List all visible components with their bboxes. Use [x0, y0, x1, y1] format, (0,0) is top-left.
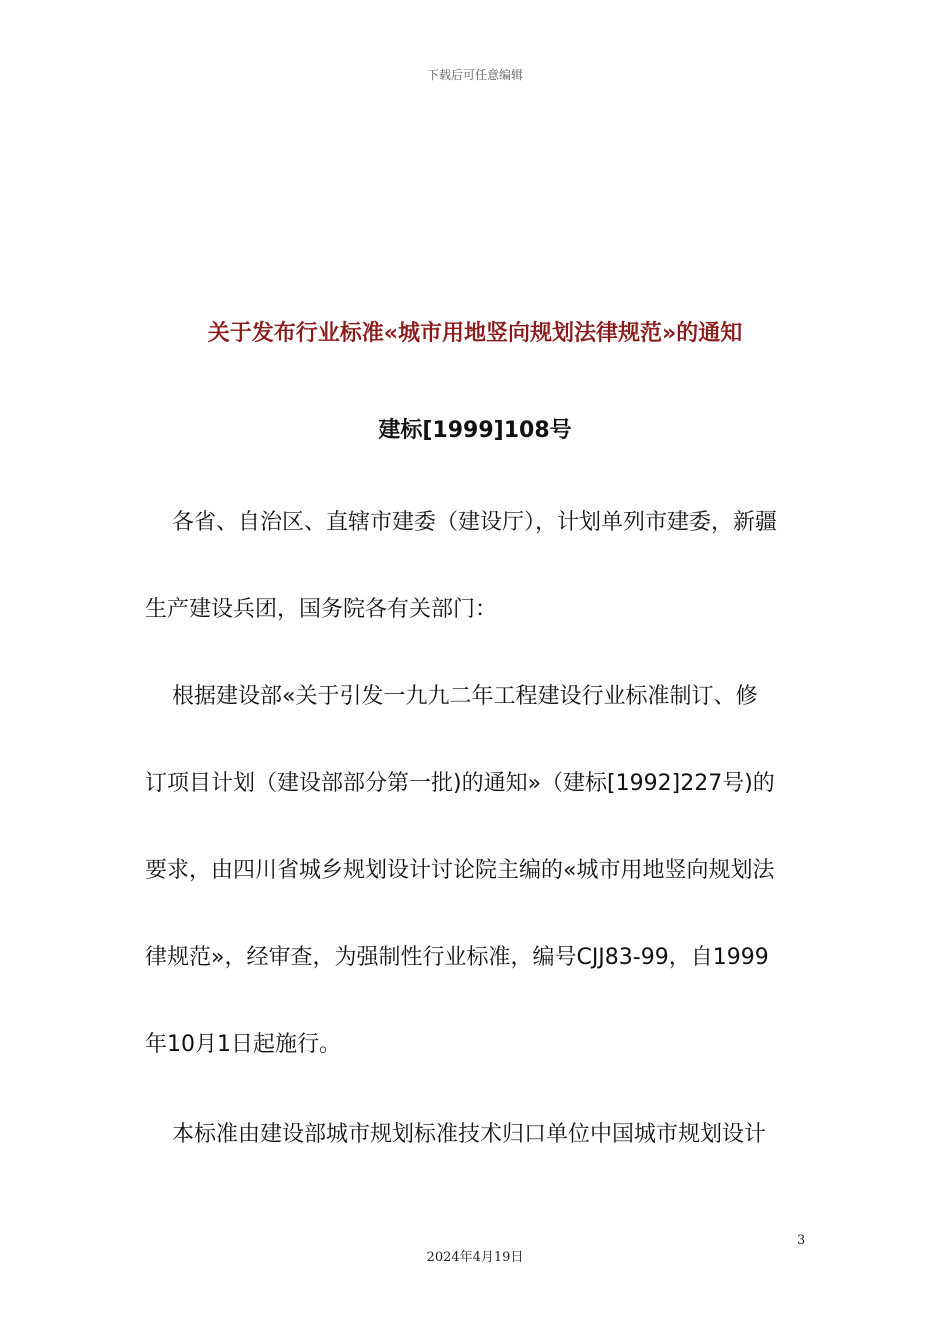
body-line-7: 年10月1日起施行。 — [145, 1032, 341, 1057]
body-line-6: 律规范»，经审查，为强制性行业标准，编号CJJ83-99，自1999 — [145, 945, 769, 970]
document-title: 关于发布行业标准«城市用地竖向规划法律规范»的通知 — [207, 321, 743, 346]
body-line-8: 本标准由建设部城市规划标准技术归口单位中国城市规划设计 — [172, 1122, 767, 1147]
document-number: 建标[1999]108号 — [378, 418, 572, 443]
body-line-4: 订项目计划（建设部部分第一批)的通知»（建标[1992]227号)的 — [145, 771, 775, 796]
body-line-1: 各省、自治区、直辖市建委（建设厅），计划单列市建委，新疆 — [172, 510, 778, 535]
body-line-2: 生产建设兵团，国务院各有关部门： — [145, 597, 498, 622]
body-line-3: 根据建设部«关于引发一九九二年工程建设行业标准制订、修 — [172, 684, 758, 709]
page-number: 3 — [797, 1233, 806, 1248]
page-header: 下载后可任意编辑 — [426, 68, 523, 82]
body-line-5: 要求，由四川省城乡规划设计讨论院主编的«城市用地竖向规划法 — [145, 858, 775, 883]
page-footer-date: 2024年4月19日 — [426, 1250, 524, 1265]
